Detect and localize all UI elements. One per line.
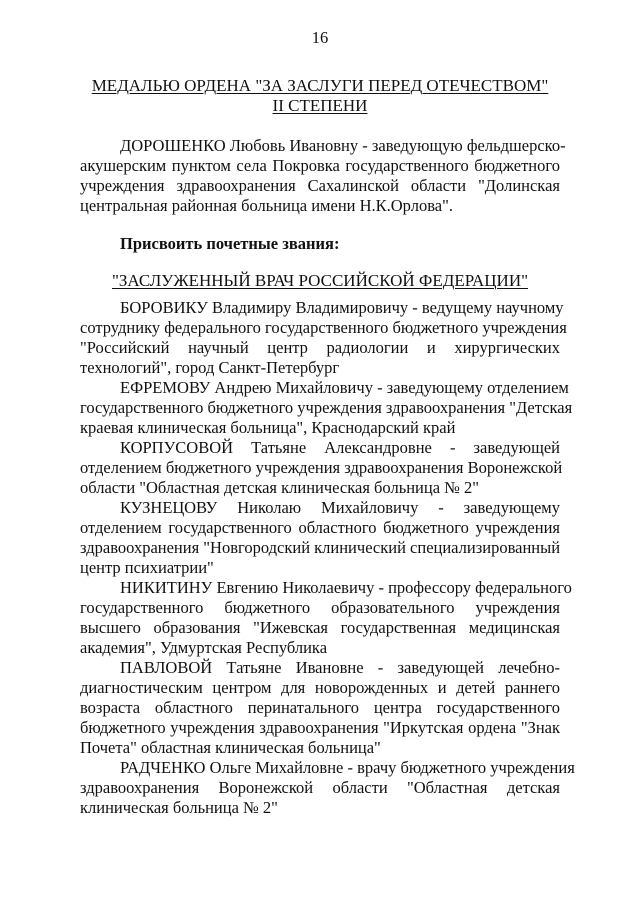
medal-heading-line2: II СТЕПЕНИ — [272, 96, 368, 115]
entry-line: академия", Удмуртская Республика — [80, 638, 328, 657]
entry-line: высшего образования "Ижевская государственная медицинская — [80, 618, 560, 637]
entry-line: Почета" областная клиническая больница" — [80, 738, 381, 757]
medal-paragraph — [80, 136, 566, 216]
list-item — [80, 438, 563, 498]
entry-line: здравоохранения "Новгородский клинический специализированный — [80, 538, 561, 557]
list-item — [80, 758, 575, 818]
list-item — [80, 578, 572, 658]
entry-line: ПАВЛОВОЙ Татьяне Ивановне - заведующей лечебно- — [120, 658, 560, 677]
medal-heading-line1: МЕДАЛЬЮ ОРДЕНА "ЗА ЗАСЛУГИ ПЕРЕД ОТЕЧЕСТВОМ" — [91, 76, 549, 95]
entries-list — [80, 298, 575, 818]
entry-line: государственного бюджетного образовательного учреждения — [80, 598, 560, 617]
medal-heading — [80, 76, 560, 116]
entry-line: КУЗНЕЦОВУ Николаю Михайловичу - заведующему — [120, 498, 560, 517]
list-item — [80, 498, 560, 578]
entry-line: клиническая больница № 2" — [80, 798, 278, 817]
entry-line: отделением бюджетного учреждения здравоохранения Воронежской — [80, 458, 563, 477]
titles-intro — [80, 234, 560, 254]
list-item — [80, 298, 567, 378]
entry-line: центр психиатрии" — [80, 558, 214, 577]
entry-line: технологий", город Санкт-Петербург — [80, 358, 340, 377]
entry-line: краевая клиническая больница", Краснодарский край — [80, 418, 456, 437]
list-item — [80, 378, 573, 438]
entry-line: РАДЧЕНКО Ольге Михайловне - врачу бюджетного учреждения — [120, 758, 575, 777]
paragraph-line: центральная районная больница имени Н.К.Орлова". — [80, 196, 453, 215]
list-item — [80, 658, 560, 758]
entry-line: бюджетного учреждения здравоохранения "Иркутская ордена "Знак — [80, 718, 560, 737]
entry-line: диагностическим центром для новорожденных и детей раннего — [80, 678, 560, 697]
entry-line: здравоохранения Воронежской области "Областная детская — [80, 778, 560, 797]
entry-line: области "Областная детская клиническая больница № 2" — [80, 478, 480, 497]
page-number: 16 — [311, 28, 329, 47]
entry-line: БОРОВИКУ Владимиру Владимировичу - ведущему научному — [120, 298, 564, 317]
entry-line: "Российский научный центр радиологии и хирургических — [80, 338, 560, 357]
entry-line: отделением государственного областного бюджетного учреждения — [80, 518, 560, 537]
titles-intro-text: Присвоить почетные звания: — [120, 234, 340, 253]
title-heading — [80, 271, 560, 291]
entry-line: НИКИТИНУ Евгению Николаевичу - профессору федерального — [120, 578, 572, 597]
entry-line: КОРПУСОВОЙ Татьяне Александровне - заведующей — [120, 438, 560, 457]
entry-line: ЕФРЕМОВУ Андрею Михайловичу - заведующему отделением — [120, 378, 569, 397]
paragraph-line: учреждения здравоохранения Сахалинской области "Долинская — [80, 176, 560, 195]
paragraph-line: ДОРОШЕНКО Любовь Ивановну - заведующую фельдшерско- — [120, 136, 566, 155]
title-heading-text: "ЗАСЛУЖЕННЫЙ ВРАЧ РОССИЙСКОЙ ФЕДЕРАЦИИ" — [111, 271, 529, 290]
entry-line: возраста областного перинатального центра государственного — [80, 698, 560, 717]
entry-line: государственного бюджетного учреждения здравоохранения "Детская — [80, 398, 573, 417]
paragraph-line: акушерским пунктом села Покровка государственного бюджетного — [80, 156, 560, 175]
entry-line: сотруднику федерального государственного бюджетного учреждения — [80, 318, 567, 337]
